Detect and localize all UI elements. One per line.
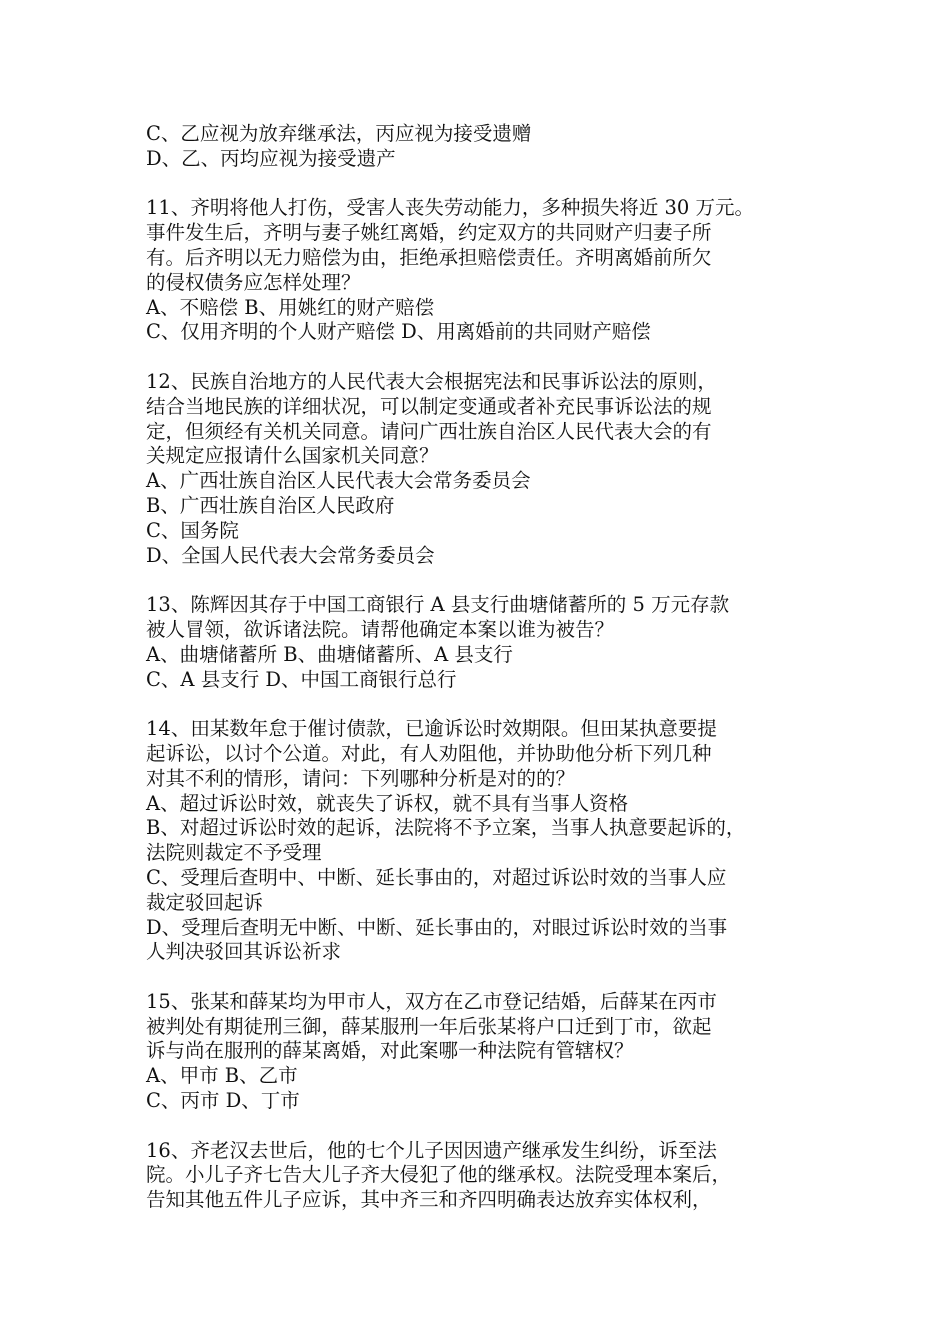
text-line: 定，但须经有关机关同意。请问广西壮族自治区人民代表大会的有 [146, 419, 712, 443]
text-line: 13、陈辉因其存于中国工商银行 A 县支行曲塘储蓄所的 5 万元存款 [146, 593, 730, 617]
text-line: 结合当地民族的详细状况，可以制定变通或者补充民事诉讼法的规 [146, 394, 712, 418]
text-line: A、不赔偿 B、用姚红的财产赔偿 [146, 295, 435, 319]
text-line: 有。后齐明以无力赔偿为由，拒绝承担赔偿责任。齐明离婚前所欠 [146, 245, 712, 269]
text-line: 被人冒领，欲诉诸法院。请帮他确定本案以谁为被告？ [146, 617, 615, 641]
text-line: 诉与尚在服刑的薛某离婚，对此案哪一种法院有管辖权？ [146, 1039, 634, 1063]
paragraph-gap [146, 1114, 826, 1139]
text-line: C、乙应视为放弃继承法，丙应视为接受遗赠 [146, 122, 532, 145]
text-line: 的侵权债务应怎样处理？ [146, 270, 361, 294]
text-line: 院。小儿子齐七告大儿子齐大侵犯了他的继承权。法院受理本案后， [146, 1163, 732, 1187]
text-line: A、甲市 B、乙市 [146, 1064, 298, 1088]
text-line: A、超过诉讼时效，就丧失了诉权，就不具有当事人资格 [146, 791, 629, 815]
text-line: 对其不利的情形，请问：下列哪种分析是对的的？ [146, 766, 576, 790]
text-line: 裁定驳回起诉 [146, 890, 264, 914]
text-line: A、曲塘储蓄所 B、曲塘储蓄所、A 县支行 [146, 642, 513, 666]
paragraph-gap [146, 172, 826, 197]
paragraph-gap [146, 692, 826, 717]
text-line: C、国务院 [146, 518, 239, 542]
paragraph-gap [146, 345, 826, 370]
text-line: 11、齐明将他人打伤，受害人丧失劳动能力，多种损失将近 30 万元。 [146, 196, 755, 220]
text-line: 14、田某数年怠于催讨债款，已逾诉讼时效期限。但田某执意要提 [146, 717, 717, 741]
paragraph-gap [146, 568, 826, 593]
paragraph-gap [146, 965, 826, 990]
text-line: 告知其他五件儿子应诉，其中齐三和齐四明确表达放弃实体权利， [146, 1188, 712, 1212]
text-line: C、A 县支行 D、中国工商银行总行 [146, 667, 457, 691]
text-line: C、仅用齐明的个人财产赔偿 D、用离婚前的共同财产赔偿 [146, 320, 651, 344]
text-line: 16、齐老汉去世后，他的七个儿子因因遗产继承发生纠纷，诉至法 [146, 1138, 717, 1162]
text-line: 人判决驳回其诉讼祈求 [146, 940, 342, 964]
document-page [146, 122, 826, 1213]
text-line: 起诉讼，以讨个公道。对此，有人劝阻他，并协助他分析下列几种 [146, 741, 712, 765]
text-line: 被判处有期徒刑三御，薛某服刑一年后张某将户口迁到丁市，欲起 [146, 1014, 712, 1038]
text-line: C、丙市 D、丁市 [146, 1089, 300, 1113]
text-line: D、受理后查明无中断、中断、延长事由的，对眼过诉讼时效的当事 [146, 915, 728, 939]
text-line: A、广西壮族自治区人民代表大会常务委员会 [146, 469, 531, 493]
text-line: 法院则裁定不予受理 [146, 841, 322, 865]
text-line: 15、张某和薛某均为甲市人，双方在乙市登记结婚，后薛某在丙市 [146, 989, 717, 1013]
text-line: B、对超过诉讼时效的起诉，法院将不予立案，当事人执意要起诉的， [146, 816, 746, 840]
text-line: C、受理后查明中、中断、延长事由的，对超过诉讼时效的当事人应 [146, 865, 727, 889]
text-line: D、乙、丙均应视为接受遗产 [146, 146, 396, 170]
text-line: 事件发生后，齐明与妻子姚红离婚，约定双方的共同财产归妻子所 [146, 221, 712, 245]
text-line: 关规定应报请什么国家机关同意？ [146, 444, 439, 468]
text-line: 12、民族自治地方的人民代表大会根据宪法和民事诉讼法的原则， [146, 369, 717, 393]
text-line: D、全国人民代表大会常务委员会 [146, 543, 435, 567]
text-line: B、广西壮族自治区人民政府 [146, 493, 395, 517]
